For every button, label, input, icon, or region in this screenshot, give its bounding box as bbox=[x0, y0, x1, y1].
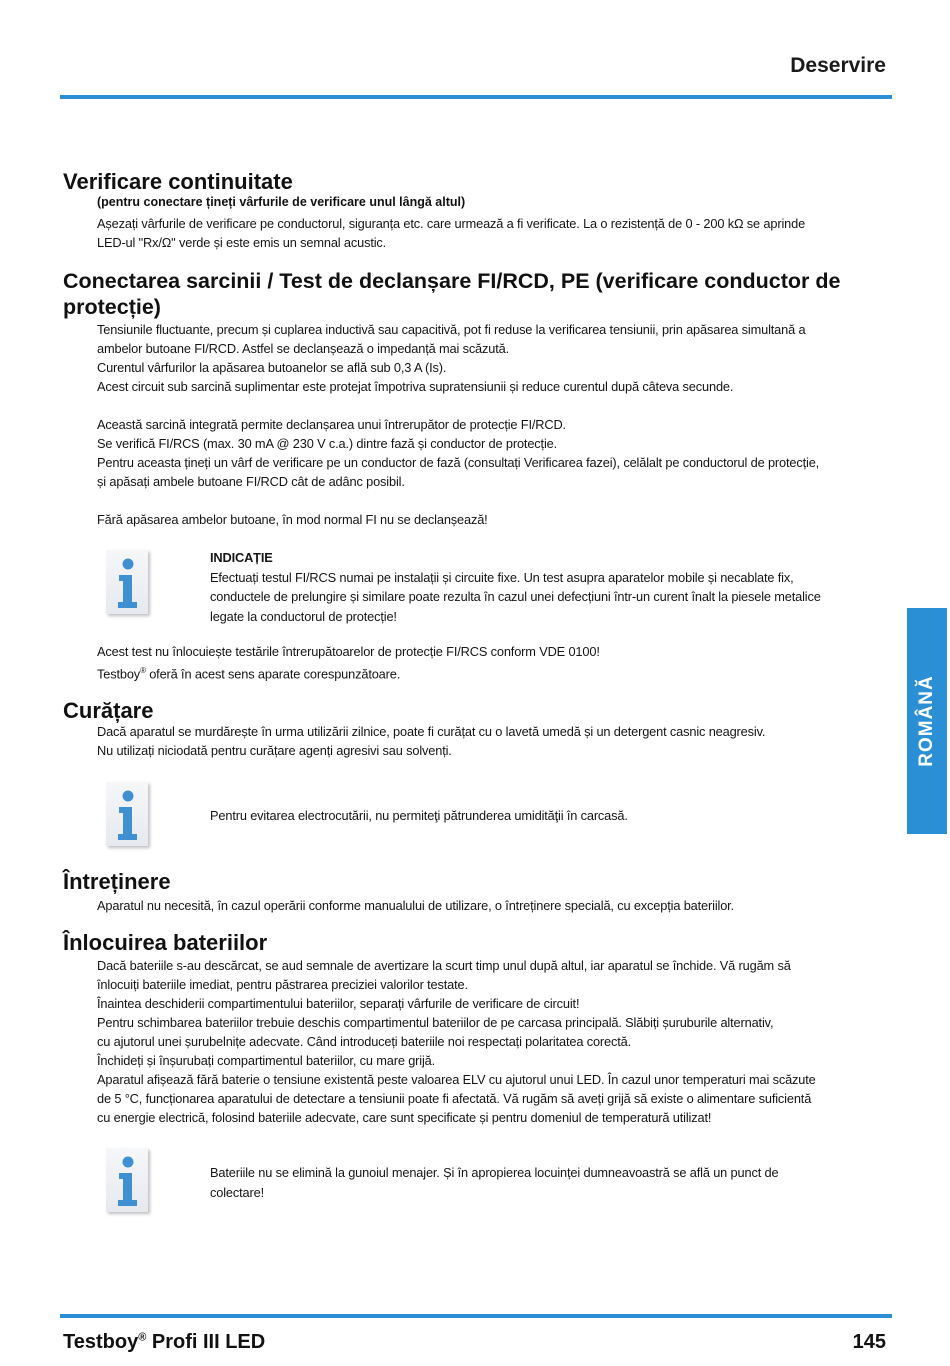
text-line: Curentul vârfurilor la apăsarea butoanelor se află sub 0,3 A (Is). bbox=[97, 360, 447, 375]
text-line: de 5 °C, funcționarea aparatului de detectare a tensiunii poate fi afectată. Vă rugăm să aveți grijă să existe o alimentare suficientă bbox=[97, 1091, 812, 1106]
load-after-note bbox=[97, 642, 883, 683]
section-title-continuity: Verificare continuitate bbox=[63, 169, 293, 194]
battery-note bbox=[210, 1163, 886, 1202]
page-number: 145 bbox=[852, 1331, 886, 1353]
note-line: Bateriile nu se elimină la gunoiul menajer. Și în apropierea locuinței dumneavoastră se află un punct de bbox=[210, 1165, 779, 1180]
footer-registered-mark: ® bbox=[138, 1331, 147, 1344]
brand-name: Testboy bbox=[97, 666, 141, 682]
header-rule bbox=[60, 95, 892, 99]
text-line: și apăsați ambele butoane FI/RCD cât de adânc posibil. bbox=[97, 474, 405, 489]
text-line: Tensiunile fluctuante, precum și cuplarea inductivă sau capacitivă, pot fi reduse la verificarea tensiunii, prin apăsarea simultană a bbox=[97, 322, 806, 337]
text-line: LED-ul "Rx/Ω" verde și este emis un semnal acustic. bbox=[97, 235, 387, 250]
load-note bbox=[210, 548, 886, 626]
spacer bbox=[97, 491, 883, 510]
note-line: colectare! bbox=[210, 1184, 264, 1200]
note-line: Efectuați testul FI/RCS numai pe instalații și circuite fixe. Un test asupra aparatelor mobile și necablate fix, bbox=[210, 569, 794, 585]
footer-product: Profi III LED bbox=[146, 1331, 266, 1353]
text-line: cu ajutorul unei șurubelnițe adecvate. Când introduceți bateriile noi respectați polaritatea corectă. bbox=[97, 1034, 632, 1049]
text-line: Așezați vârfurile de verificare pe conductorul, siguranța etc. care urmează a fi verificate. La o rezistență de 0 - 200 kΩ se aprinde bbox=[97, 216, 806, 231]
text-line: Pentru schimbarea bateriilor trebuie deschis compartimentul bateriilor de pe carcasa principală. Slăbiți șuruburile alternativ, bbox=[97, 1015, 774, 1030]
footer-product-name bbox=[63, 1331, 265, 1354]
footer-rule bbox=[60, 1314, 892, 1318]
info-icon bbox=[106, 550, 148, 614]
text-line: Dacă aparatul se murdărește în urma utilizării zilnice, poate fi curățat cu o lavetă umedă și un detergent casnic neagresiv. bbox=[97, 724, 766, 739]
text-line: Închideți și înșurubați compartimentul bateriilor, cu mare grijă. bbox=[97, 1053, 436, 1068]
testboy-line bbox=[97, 661, 883, 683]
language-tab bbox=[907, 608, 947, 834]
section-title-battery: Înlocuirea bateriilor bbox=[63, 930, 268, 955]
section-title-load: Conectarea sarcinii / Test de declanșare FI/RCD, PE (verificare conductor de protecție) bbox=[63, 269, 841, 319]
text-line: Pentru aceasta țineți un vârf de verificare pe un conductor de fază (consultați Verificarea fazei), celălalt pe conductorul de protecție, bbox=[97, 455, 820, 470]
footer-brand: Testboy bbox=[63, 1331, 139, 1353]
text-line: ambelor butoane FI/RCD. Astfel se declanșează o impedanță mai scăzută. bbox=[97, 341, 510, 356]
text-line: Aparatul nu necesită, în cazul operării conforme manualului de utilizare, o întreținere specială, cu excepția bateriilor. bbox=[97, 898, 734, 913]
cleaning-note: Pentru evitarea electrocutării, nu permiteţi pătrunderea umidităţii în carcasă. bbox=[210, 808, 628, 823]
language-tab-label: ROMÂNĂ bbox=[916, 675, 937, 767]
text-line: Această sarcină integrată permite declanșarea unui întrerupător de protecție FI/RCD. bbox=[97, 417, 566, 432]
note-line: conductele de prelungire și similare poate rezulta în cazul unei defecțiuni într-un curent înalt la piesele metalice bbox=[210, 589, 821, 604]
text-line: Aparatul afișează fără baterie o tensiune existentă peste valoarea ELV cu ajutorul unui LED. În cazul unor temperaturi mai scăzute bbox=[97, 1072, 816, 1087]
text-line: Dacă bateriile s-au descărcat, se aud semnale de avertizare la scurt timp unul după altul, iar aparatul se închide. Vă rugăm să bbox=[97, 958, 791, 973]
continuity-body bbox=[97, 214, 883, 252]
registered-mark: ® bbox=[140, 666, 146, 675]
cleaning-body bbox=[97, 722, 883, 760]
text-line: Acest circuit sub sarcină suplimentar este protejat împotriva supratensiunii și reduce curentul după câteva secunde. bbox=[97, 379, 734, 394]
text-line: înlocuiți bateriile imediat, pentru păstrarea preciziei valorilor testate. bbox=[97, 977, 468, 992]
load-body bbox=[97, 320, 883, 529]
text-line: Acest test nu înlocuiește testările întrerupătoarelor de protecție FI/RCS conform VDE 0100! bbox=[97, 644, 600, 659]
info-icon bbox=[106, 1148, 148, 1212]
continuity-subtitle: (pentru conectare țineți vârfurile de verificare unul lângă altul) bbox=[97, 195, 466, 209]
info-icon bbox=[106, 782, 148, 846]
text-line: cu energie electrică, folosind bateriile adecvate, care sunt specificate și pentru domeniul de temperatură utilizat! bbox=[97, 1110, 712, 1125]
text-line: Fără apăsarea ambelor butoane, în mod normal FI nu se declanșează! bbox=[97, 512, 488, 527]
text-line: Nu utilizați niciodată pentru curățare agenți agresivi sau solvenți. bbox=[97, 743, 452, 758]
note-line: legate la conductorul de protecție! bbox=[210, 608, 397, 624]
section-title-cleaning: Curățare bbox=[63, 698, 154, 723]
text-line: Se verifică FI/RCS (max. 30 mA @ 230 V c.a.) dintre fază și conductor de protecție. bbox=[97, 436, 558, 451]
maintenance-body bbox=[97, 896, 883, 915]
note-title: INDICAȚIE bbox=[210, 550, 273, 565]
text-fragment: oferă în acest sens aparate corespunzătoare. bbox=[145, 666, 401, 682]
battery-body bbox=[97, 956, 883, 1127]
spacer bbox=[97, 396, 883, 415]
page-header-title: Deservire bbox=[790, 54, 886, 77]
text-line: Înaintea deschiderii compartimentului bateriilor, separați vârfurile de verificare de circuit! bbox=[97, 996, 580, 1011]
section-title-maintenance: Întreținere bbox=[63, 869, 171, 894]
